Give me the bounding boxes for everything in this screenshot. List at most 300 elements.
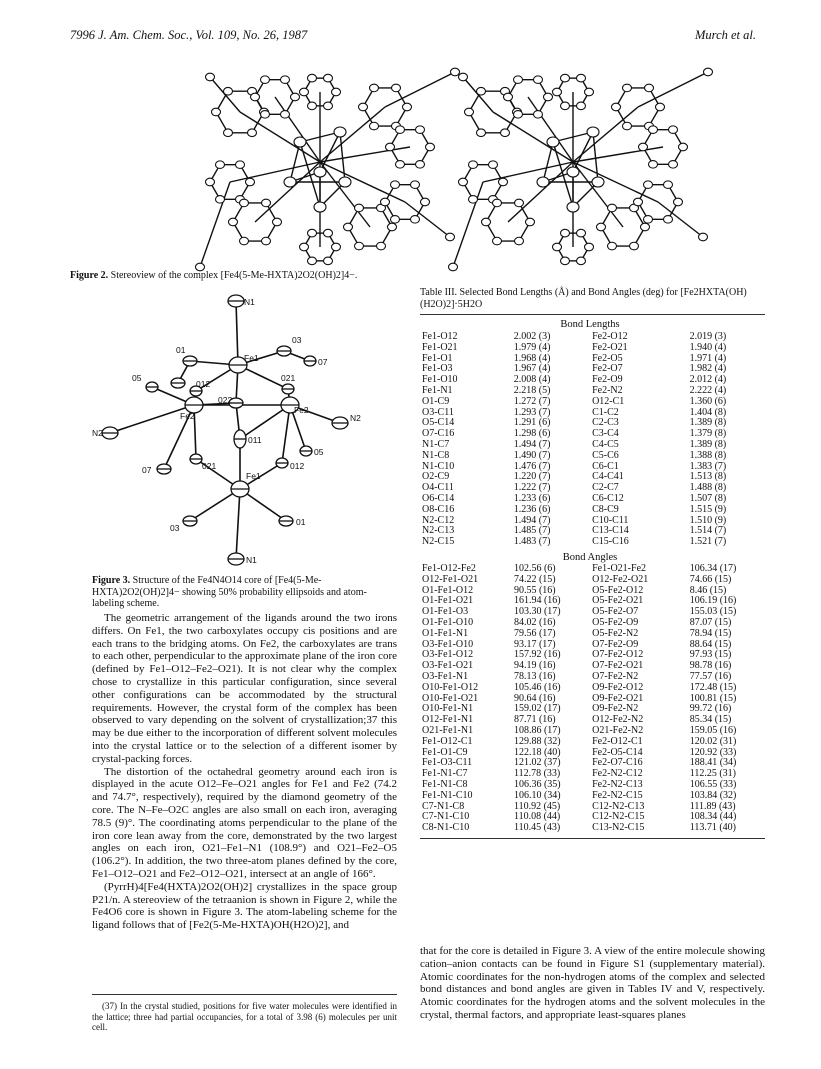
bond-label-cell: C7-N1-C8 (422, 800, 465, 812)
bond-label-cell: O9-Fe2-O12 (592, 681, 644, 693)
atom-ellipsoid (284, 177, 296, 187)
bond-value-cell: 78.94 (15) (689, 627, 732, 639)
bond-label-cell: O5-Fe2-O21 (592, 595, 644, 607)
atom-ellipsoid (314, 167, 326, 177)
bond-value-cell: 1.514 (7) (689, 525, 727, 537)
bond-label-cell: O1-Fe1-O21 (422, 595, 474, 607)
bond-value-cell: 120.92 (33) (689, 746, 737, 758)
bond-label-cell: O10-Fe1-N1 (422, 703, 474, 715)
bond-label-cell: C1-C2 (592, 406, 619, 418)
atom-ellipsoid (332, 243, 341, 251)
table-row (420, 737, 765, 748)
atom-label: 012 (196, 379, 211, 389)
atom-ellipsoid (261, 76, 270, 84)
bond-angles-table (420, 564, 765, 834)
atom-ellipsoid (240, 199, 249, 207)
atom-ellipsoid (370, 122, 379, 130)
bond-value-cell: 93.17 (17) (513, 638, 556, 650)
atom-ellipsoid (262, 199, 271, 207)
bond-label-cell: Fe2-O5-C14 (592, 746, 643, 758)
bond-label-cell: Fe1-O3-C11 (422, 757, 473, 769)
bond-value-cell: 122.18 (40) (513, 746, 561, 758)
bond-value-cell: 110.45 (43) (513, 822, 561, 834)
atom-ellipsoid (403, 103, 412, 111)
bond-label-cell: Fe1-O21 (422, 341, 458, 353)
bond-value-cell: 172.48 (15) (689, 681, 737, 693)
bond-angles-heading: Bond Angles (562, 552, 618, 563)
atom-label: N1 (244, 297, 255, 307)
atom-ellipsoid (216, 161, 225, 169)
bond-value-cell: 120.02 (31) (689, 735, 737, 747)
atom-ellipsoid (623, 122, 632, 130)
atom-ellipsoid (561, 229, 570, 237)
atom-ellipsoid (308, 102, 317, 110)
bond-label-cell: Fe2-N2-C13 (592, 778, 643, 790)
bond-value-cell: 2.218 (5) (513, 384, 551, 396)
bond-label-cell: O3-Fe1-O10 (422, 638, 474, 650)
atom-ellipsoid (459, 178, 468, 186)
bond-value-cell: 1.360 (6) (689, 395, 727, 407)
bond-value-cell: 1.967 (4) (513, 363, 551, 375)
atom-ellipsoid (324, 257, 333, 265)
bond-value-cell: 106.19 (16) (689, 595, 737, 607)
bond-label-cell: C8-C9 (592, 503, 619, 515)
bond-label-cell: Fe2-O7-C16 (592, 757, 643, 769)
bond-value-cell: 103.84 (32) (689, 789, 737, 801)
atom-ellipsoid (561, 74, 570, 82)
footnote-rule (92, 994, 397, 995)
atom-ellipsoid (644, 181, 653, 189)
bond-label-cell: O7-C16 (422, 428, 455, 440)
atom-ellipsoid (561, 102, 570, 110)
atom-ellipsoid (597, 223, 606, 231)
figure2-caption (70, 270, 430, 282)
atom-ellipsoid (206, 178, 215, 186)
atom-ellipsoid (499, 178, 508, 186)
bond-label-cell: O3-Fe1-O21 (422, 660, 474, 672)
bond-value-cell: 1.485 (7) (513, 525, 551, 537)
bond-label-cell: Fe1-N1-C7 (422, 768, 468, 780)
atom-ellipsoid (493, 199, 502, 207)
atom-ellipsoid (359, 103, 368, 111)
atom-ellipsoid (567, 202, 579, 212)
atom-ellipsoid (649, 161, 658, 169)
atom-ellipsoid (396, 161, 405, 169)
bond-label-cell: Fe1-O21-Fe2 (592, 563, 647, 574)
atom-ellipsoid (308, 257, 317, 265)
table-row (420, 683, 765, 694)
atom-label: 03 (292, 335, 302, 345)
bond-value-cell: 2.008 (4) (513, 374, 551, 386)
atom-ellipsoid (391, 181, 400, 189)
bond-label-cell: O12-Fe2-N2 (592, 714, 644, 726)
atom-ellipsoid (630, 242, 639, 250)
atom-ellipsoid (567, 167, 579, 177)
bond-value-cell: 84.02 (16) (513, 616, 556, 628)
atom-ellipsoid (281, 76, 290, 84)
bond-label-cell: C8-N1-C10 (422, 822, 470, 834)
bond-value-cell: 87.71 (16) (513, 714, 556, 726)
atom-ellipsoid (370, 84, 379, 92)
bond-label-cell: O9-Fe2-O21 (592, 692, 644, 704)
bond-label-cell: O1-Fe1-N1 (422, 627, 469, 639)
bond-label-cell: Fe1-O1-C9 (422, 746, 468, 758)
atom-label: 022 (218, 395, 233, 405)
paragraph: The geometric arrangement of the ligands around the two irons differs. On Fe1, the two carboxylates occupy cis positions and are each trans to the bridging atoms. On Fe2, the carboxylates are trans to each other, perpendicular to the approximate plane of the iron core (defined by Fe1–O12–Fe2–O21). It is not clear why the complex chose to crystallize in this particular configuration, since several other configurations can be accommodated by the structural requirements. However, the crystal form of the complex has been observed to vary depending on the solvent of crystallization;37 this may be due either to the incorporation of different solvent molecules into the crystal lattice or to the selection of a different isomer by crystal-packing forces. (92, 612, 397, 765)
bond-label-cell: Fe1-O3 (422, 363, 453, 375)
atom-ellipsoid (224, 129, 233, 137)
bond-label-cell: Fe2-O9 (592, 374, 623, 386)
bond-label-cell: C12-N2-C13 (592, 800, 645, 812)
bond-label-cell: Fe1-O12 (422, 331, 458, 342)
bond-label-cell: O7-Fe2-N2 (592, 670, 639, 682)
atom-label: 011 (248, 435, 262, 445)
bond-label-cell: O5-Fe2-N2 (592, 627, 639, 639)
bond-value-cell: 98.78 (16) (689, 660, 732, 672)
bond-value-cell: 112.78 (33) (513, 768, 561, 780)
atom-ellipsoid (236, 161, 245, 169)
atom-ellipsoid (262, 237, 271, 245)
bond-label-cell: O3-C11 (422, 406, 454, 418)
bond-label-cell: O7-Fe2-O21 (592, 660, 644, 672)
bond-label-cell: C2-C3 (592, 417, 619, 429)
atom-label: 07 (318, 357, 328, 367)
atom-label: Fe2 (294, 405, 309, 415)
atom-ellipsoid (324, 102, 333, 110)
bond-label-cell: O7-Fe2-O12 (592, 649, 644, 661)
bond-value-cell: 111.89 (43) (689, 800, 736, 812)
atom-ellipsoid (544, 93, 553, 101)
bond-value-cell: 1.515 (9) (689, 503, 727, 515)
atom-ellipsoid (537, 177, 549, 187)
atom-ellipsoid (501, 129, 510, 137)
atom-ellipsoid (534, 111, 543, 119)
atom-ellipsoid (493, 237, 502, 245)
bond-value-cell: 1.494 (7) (513, 438, 551, 450)
bond-value-cell: 106.55 (33) (689, 778, 737, 790)
atom-ellipsoid (240, 237, 249, 245)
bond-value-cell: 1.513 (8) (689, 471, 727, 483)
bond-label-cell: C4-C5 (592, 438, 619, 450)
author-running-head: Murch et al. (695, 28, 756, 42)
bond-value-cell: 1.982 (4) (689, 363, 727, 375)
atom-ellipsoid (324, 74, 333, 82)
bond-value-cell: 88.64 (15) (689, 638, 732, 650)
bond-value-cell: 2.222 (4) (689, 384, 727, 396)
table-row (420, 343, 765, 354)
bond-label-cell: C2-C7 (592, 482, 619, 494)
atom-ellipsoid (212, 108, 221, 116)
bond-label-cell: Fe2-O7 (592, 363, 623, 375)
atom-ellipsoid (482, 218, 491, 226)
bond-label-cell: C10-C11 (592, 514, 629, 526)
bond-value-cell: 2.002 (3) (513, 331, 551, 342)
bond-value-cell: 1.389 (8) (689, 417, 727, 429)
bond-value-cell: 1.979 (4) (513, 341, 551, 353)
bond-value-cell: 103.30 (17) (513, 606, 561, 618)
atom-ellipsoid (355, 204, 364, 212)
bond-label-cell: N1-C8 (422, 449, 450, 461)
bond-value-cell: 159.05 (16) (689, 724, 737, 736)
bond-label-cell: O1-Fe1-O3 (422, 606, 469, 618)
atom-ellipsoid (669, 161, 678, 169)
atom-ellipsoid (324, 229, 333, 237)
atom-ellipsoid (477, 87, 486, 95)
bond-value-cell: 1.389 (8) (689, 438, 727, 450)
bond-label-cell: N2-C15 (422, 536, 455, 548)
body-text-right-column: that for the core is detailed in Figure 3. A view of the entire molecule showing cation–anion contacts can be found in Figure S1 (supplementary material). Atomic coordinates for the non-hydrogen atoms of the complex and selected bond distances and bond angles are given in Tables IV and V, respectively. Atomic coordinates for the hydrogen atoms and the solvent molecules in the crystal, thermal factors, and appropriate least-squares planes (420, 945, 765, 1021)
bond-label-cell: Fe2-N2-C12 (592, 768, 643, 780)
bond-label-cell: C7-N1-C10 (422, 811, 470, 823)
bond-value-cell: 1.488 (8) (689, 482, 727, 494)
atom-ellipsoid (477, 129, 486, 137)
atom-ellipsoid (300, 243, 309, 251)
bond-label-cell: C15-C16 (592, 536, 629, 548)
atom-ellipsoid (587, 127, 599, 137)
bond-label-cell: O12-Fe1-N1 (422, 714, 474, 726)
bond-label-cell: C5-C6 (592, 449, 619, 461)
bond-label-cell: O5-Fe2-O7 (592, 606, 639, 618)
atom-ellipsoid (561, 257, 570, 265)
atom-ellipsoid (577, 102, 586, 110)
bond-value-cell: 110.08 (44) (513, 811, 561, 823)
bond-lengths-table (420, 332, 765, 548)
journal-citation: 7996 J. Am. Chem. Soc., Vol. 109, No. 26, 1987 (70, 28, 308, 42)
bond-value-cell: 97.93 (15) (689, 649, 732, 661)
bond-label-cell: O6-C14 (422, 492, 455, 504)
bond-value-cell: 74.22 (15) (513, 573, 556, 585)
bond-label-cell: O10-Fe1-O12 (422, 681, 479, 693)
bond-label-cell: O10-Fe1-O21 (422, 692, 479, 704)
bond-label-cell: Fe1-O1 (422, 352, 453, 364)
bond-label-cell: O12-Fe1-O21 (422, 573, 479, 585)
bond-value-cell: 1.521 (7) (689, 536, 727, 548)
atom-ellipsoid (355, 242, 364, 250)
bond-label-cell: O5-Fe2-O12 (592, 584, 644, 596)
atom-ellipsoid (679, 143, 688, 151)
atom-ellipsoid (273, 218, 282, 226)
atom-ellipsoid (623, 84, 632, 92)
atom-ellipsoid (514, 111, 523, 119)
bond-label-cell: C3-C4 (592, 428, 619, 440)
bond-value-cell: 106.34 (17) (689, 563, 737, 574)
atom-label: 05 (314, 447, 324, 457)
atom-ellipsoid (388, 223, 397, 231)
bond-label-cell: O21-Fe2-N2 (592, 724, 644, 736)
paragraph: The distortion of the octahedral geometry around each iron is displayed in the acute O12–Fe–O21 angles for Fe1 and Fe2 (74.2 and 74.7°, respectively), required by the diamond geometry of the core. The N–Fe–O2C angles are also small on each iron, averaging 78.5 (9)°. The coordinating atoms perpendicular to the plane of the iron core lean away from the core, demonstrated by the two largest angles on each iron, O21–Fe1–N1 (108.9°) and O21–Fe2–O5 (106.2°). In addition, the two three-atom planes defined by the core, Fe1–O12–O21 and Fe2–O12–O21, intersect at an angle of 166°. (92, 765, 397, 880)
atom-ellipsoid (229, 218, 238, 226)
bond-value-cell: 188.41 (34) (689, 757, 737, 769)
table3-bottom-rule (420, 838, 765, 839)
bond-label-cell: O1-Fe1-O12 (422, 584, 474, 596)
bond-label-cell: O12-C1 (592, 395, 625, 407)
atom-ellipsoid (386, 143, 395, 151)
atom-ellipsoid (291, 93, 300, 101)
atom-label: 01 (296, 517, 306, 527)
atom-ellipsoid (314, 202, 326, 212)
atom-label: Fe1 (244, 353, 259, 363)
bond-value-cell: 121.02 (37) (513, 757, 561, 769)
atom-label: 01 (176, 345, 186, 355)
bond-label-cell: N2-C12 (422, 514, 455, 526)
figure3-caption-label: Figure 3. (92, 575, 131, 586)
bond-value-cell: 1.404 (8) (689, 406, 727, 418)
bond-label-cell: C4-C41 (592, 471, 624, 483)
bond-label-cell: O21-Fe1-N1 (422, 724, 474, 736)
bond-label-cell: Fe1-O12-Fe2 (422, 563, 476, 574)
figure2-caption-label: Figure 2. (70, 270, 109, 281)
atom-ellipsoid (224, 87, 233, 95)
bond-label-cell: O1-Fe1-O10 (422, 616, 474, 628)
atom-ellipsoid (334, 127, 346, 137)
table-row (420, 505, 765, 516)
atom-label: 021 (202, 461, 217, 471)
figure2-caption-text: Stereoview of the complex [Fe4(5-Me-HXTA)2O2(OH)2]4−. (110, 270, 358, 281)
atom-ellipsoid (381, 198, 390, 206)
atom-label: N2 (350, 413, 361, 423)
atom-ellipsoid (553, 243, 562, 251)
atom-label: 021 (281, 373, 296, 383)
bond-value-cell: 1.494 (7) (513, 514, 551, 526)
atom-ellipsoid (261, 111, 270, 119)
bond-label-cell: N1-C10 (422, 460, 455, 472)
atom-ellipsoid (669, 126, 678, 134)
atom-ellipsoid (515, 199, 524, 207)
atom-ellipsoid (449, 263, 458, 271)
bond-label-cell: C13-C14 (592, 525, 629, 537)
atom-ellipsoid (396, 126, 405, 134)
bond-value-cell: 1.971 (4) (689, 352, 727, 364)
bond-value-cell: 112.25 (31) (689, 768, 737, 780)
atom-ellipsoid (251, 93, 260, 101)
atom-ellipsoid (608, 242, 617, 250)
atom-ellipsoid (465, 108, 474, 116)
table-row (420, 397, 765, 408)
bond-value-cell: 1.222 (7) (513, 482, 551, 494)
bond-value-cell: 1.236 (6) (513, 503, 551, 515)
atom-ellipsoid (391, 216, 400, 224)
atom-ellipsoid (553, 88, 562, 96)
atom-label: 05 (132, 373, 142, 383)
bond-label-cell: C13-N2-C15 (592, 822, 645, 834)
atom-ellipsoid (339, 177, 351, 187)
bond-label-cell: O8-C16 (422, 503, 455, 515)
atom-ellipsoid (534, 76, 543, 84)
atom-ellipsoid (248, 129, 257, 137)
atom-ellipsoid (634, 198, 643, 206)
atom-ellipsoid (585, 88, 594, 96)
bond-label-cell: N1-C7 (422, 438, 450, 450)
atom-ellipsoid (664, 181, 673, 189)
atom-ellipsoid (656, 103, 665, 111)
bond-value-cell: 1.379 (8) (689, 428, 727, 440)
bond-value-cell: 108.86 (17) (513, 724, 561, 736)
bond-value-cell: 157.92 (16) (513, 649, 561, 661)
atom-label: 03 (170, 523, 180, 533)
bond-lengths-heading: Bond Lengths (560, 319, 620, 330)
atom-ellipsoid (377, 242, 386, 250)
bond-label-cell: O4-C11 (422, 482, 454, 494)
bond-value-cell: 2.012 (4) (689, 374, 727, 386)
bond-value-cell: 1.291 (6) (513, 417, 551, 429)
atom-label: 012 (290, 461, 305, 471)
bond-label-cell: O5-Fe2-O9 (592, 616, 639, 628)
bond-value-cell: 2.019 (3) (689, 331, 727, 342)
bond-value-cell: 99.72 (16) (689, 703, 732, 715)
bond-label-cell: Fe2-N2 (592, 384, 623, 396)
bond-value-cell: 8.46 (15) (689, 584, 727, 596)
bond-label-cell: C12-N2-C15 (592, 811, 645, 823)
bond-value-cell: 1.483 (7) (513, 536, 551, 548)
bond-label-cell: Fe1-O12-C1 (422, 735, 473, 747)
atom-label: N1 (246, 555, 257, 565)
bond-label-cell: Fe2-O21 (592, 341, 628, 353)
bond-label-cell: Fe1-N1-C10 (422, 789, 473, 801)
body-text-left-column (92, 612, 397, 932)
figure3-core-structure (78, 283, 378, 583)
bond-label-cell: O3-Fe1-N1 (422, 670, 469, 682)
atom-label: Fe2 (180, 411, 195, 421)
bond-value-cell: 1.388 (8) (689, 449, 727, 461)
atom-ellipsoid (332, 88, 341, 96)
figure3-caption-text: Structure of the Fe4N4O14 core of [Fe4(5-Me-HXTA)2O2(OH)2]4− showing 50% probability ellipsoids and atom-labeling scheme. (92, 575, 367, 609)
atom-ellipsoid (577, 257, 586, 265)
atom-ellipsoid (246, 178, 255, 186)
atom-ellipsoid (612, 103, 621, 111)
atom-ellipsoid (344, 223, 353, 231)
bond-value-cell: 1.510 (9) (689, 514, 727, 526)
atom-ellipsoid (469, 196, 478, 204)
figure3-caption (92, 575, 397, 610)
footnote-37: (37) In the crystal studied, positions for five water molecules were identified in the lattice; three had partial occupancies, for a total of 3.98 (6) molecules per unit cell. (92, 1001, 397, 1032)
atom-ellipsoid (459, 73, 468, 81)
atom-ellipsoid (206, 73, 215, 81)
bond-label-cell: O5-C14 (422, 417, 455, 429)
bond-label-cell: O3-Fe1-O12 (422, 649, 474, 661)
paragraph: (PyrrH)4[Fe4(HXTA)2O2(OH)2] crystallizes in the space group P21/n. A stereoview of the tetraanion is shown in Figure 2, while the Fe4O6 core is shown in Figure 3. The atom-labeling scheme for the ligand follows that of [Fe2(5-Me-HXTA)OH(H2O)2], and (92, 880, 397, 932)
bond-value-cell: 77.57 (16) (689, 670, 732, 682)
atom-label: 07 (142, 465, 152, 475)
bond-value-cell: 74.66 (15) (689, 573, 732, 585)
bond-value-cell: 161.94 (16) (513, 595, 561, 607)
atom-ellipsoid (308, 229, 317, 237)
atom-ellipsoid (644, 216, 653, 224)
bond-value-cell: 90.55 (16) (513, 584, 556, 596)
bond-value-cell: 108.34 (44) (689, 811, 737, 823)
atom-ellipsoid (392, 84, 401, 92)
bond-value-cell: 1.476 (7) (513, 460, 551, 472)
bond-label-cell: O12-Fe2-O21 (592, 573, 649, 585)
bond-value-cell: 1.940 (4) (689, 341, 727, 353)
atom-ellipsoid (641, 223, 650, 231)
bond-value-cell: 79.56 (17) (513, 627, 556, 639)
bond-label-cell: O9-Fe2-N2 (592, 703, 639, 715)
atom-ellipsoid (216, 196, 225, 204)
bond-label-cell: Fe2-N2-C15 (592, 789, 643, 801)
bond-label-cell: N2-C13 (422, 525, 455, 537)
stereoview-right-image (415, 52, 725, 272)
atom-ellipsoid (577, 74, 586, 82)
atom-label: Fe1 (246, 471, 261, 481)
bond-label-cell: Fe2-O5 (592, 352, 623, 364)
atom-ellipsoid (281, 111, 290, 119)
atom-ellipsoid (489, 161, 498, 169)
bond-label-cell: C6-C1 (592, 460, 619, 472)
bond-label-cell: Fe1-N1-C8 (422, 778, 468, 790)
atom-ellipsoid (674, 198, 683, 206)
bond-value-cell: 1.490 (7) (513, 449, 551, 461)
bond-value-cell: 1.220 (7) (513, 471, 551, 483)
